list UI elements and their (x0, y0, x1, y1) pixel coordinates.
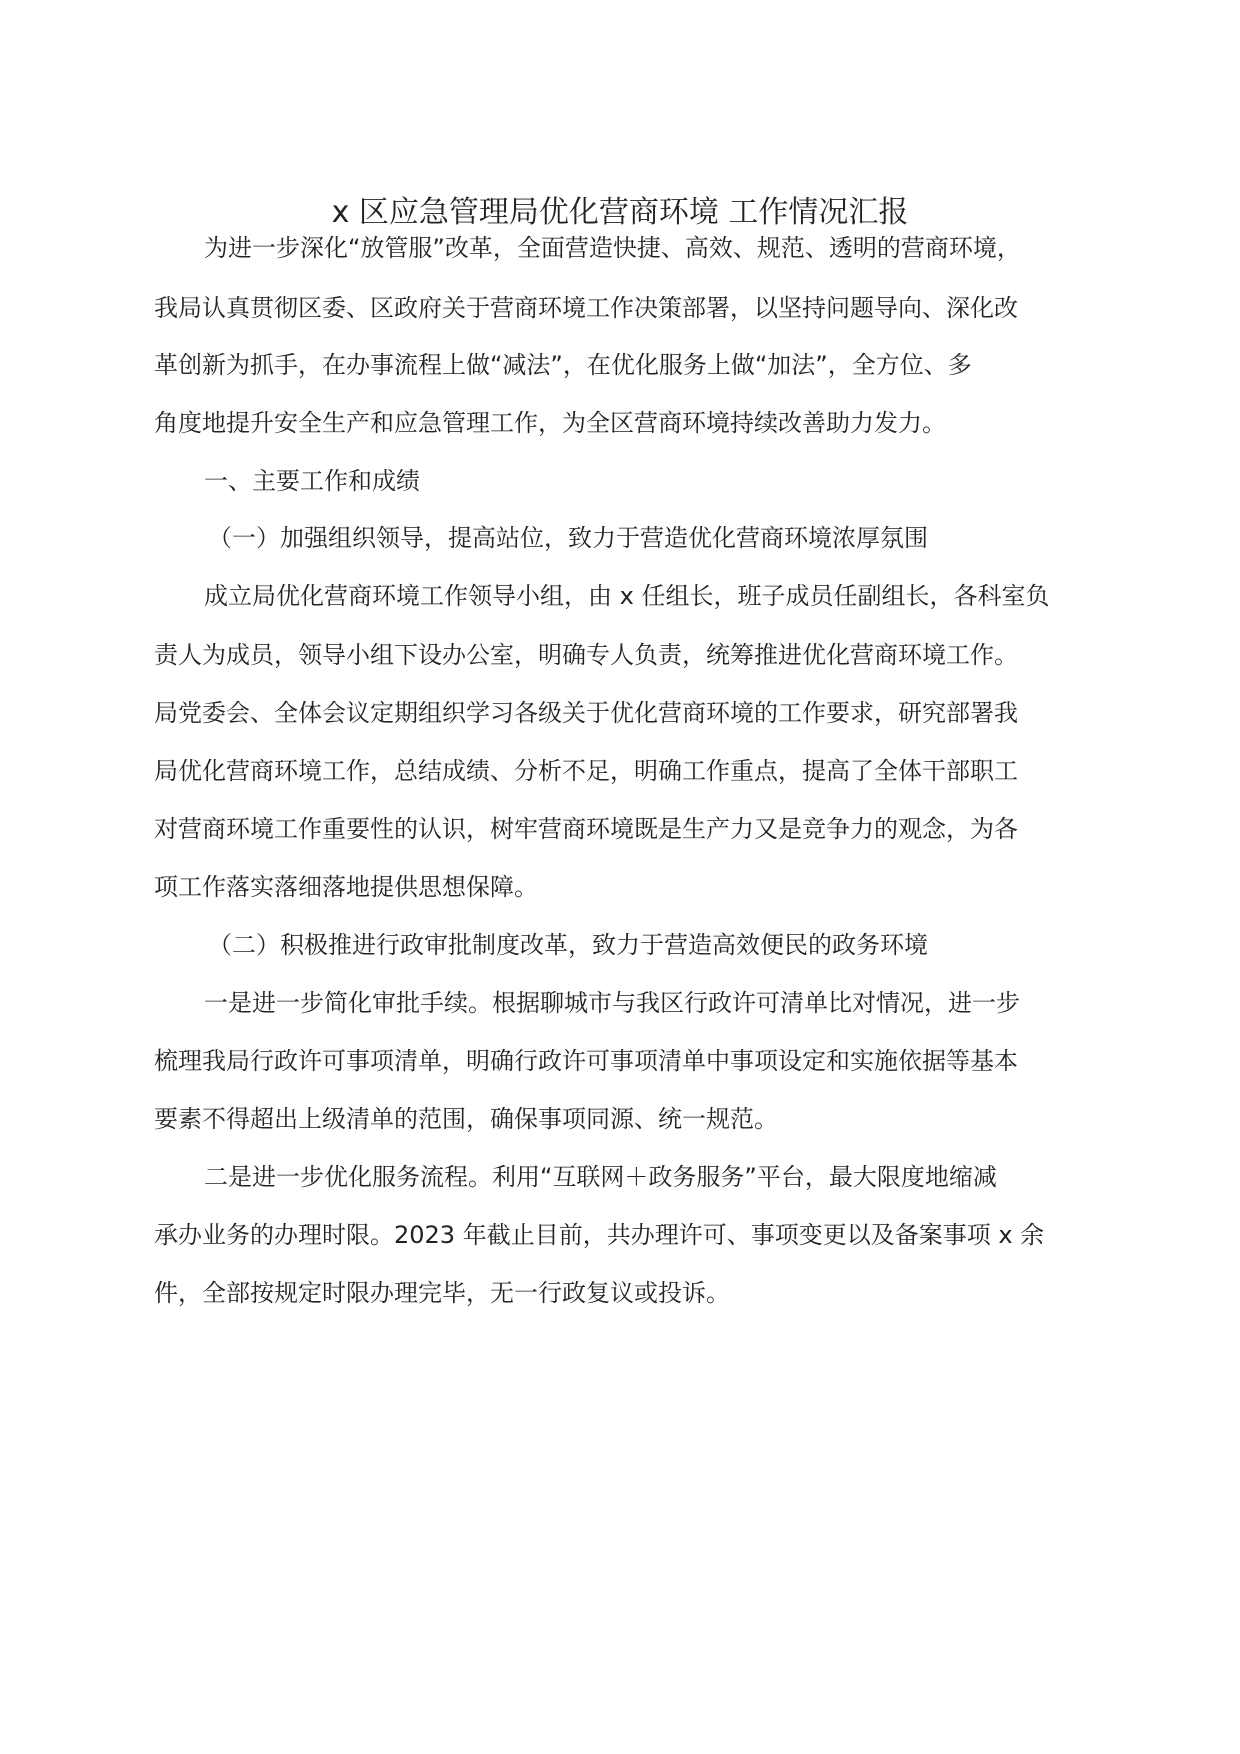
paragraph-line: 一是进一步简化审批手续。根据聊城市与我区行政许可清单比对情况，进一步 (204, 989, 1020, 1017)
paragraph-line: 项工作落实落细落地提供思想保障。 (154, 873, 538, 901)
subsection-heading: （二）积极推进行政审批制度改革，致力于营造高效便民的政务环境 (208, 931, 928, 959)
document-title: x 区应急管理局优化营商环境 工作情况汇报 (331, 195, 909, 230)
paragraph-line: 我局认真贯彻区委、区政府关于营商环境工作决策部署，以坚持问题导向、深化改 (154, 294, 1018, 322)
paragraph-line: 成立局优化营商环境工作领导小组，由 x 任组长，班子成员任副组长，各科室负 (204, 582, 1050, 610)
subsection-heading: （一）加强组织领导，提高站位，致力于营造优化营商环境浓厚氛围 (208, 524, 928, 552)
paragraph-line: 梳理我局行政许可事项清单，明确行政许可事项清单中事项设定和实施依据等基本 (154, 1047, 1018, 1075)
paragraph-line: 件，全部按规定时限办理完毕，无一行政复议或投诉。 (154, 1279, 730, 1307)
section-heading: 一、主要工作和成绩 (204, 467, 420, 495)
paragraph-line: 角度地提升安全生产和应急管理工作，为全区营商环境持续改善助力发力。 (154, 409, 946, 437)
paragraph-line: 承办业务的办理时限。2023 年截止目前，共办理许可、事项变更以及备案事项 x 余 (154, 1221, 1045, 1249)
paragraph-line: 为进一步深化“放管服”改革，全面营造快捷、高效、规范、透明的营商环境， (204, 234, 1021, 262)
paragraph-line: 局优化营商环境工作，总结成绩、分析不足，明确工作重点，提高了全体干部职工 (154, 757, 1018, 785)
paragraph-line: 对营商环境工作重要性的认识，树牢营商环境既是生产力又是竞争力的观念，为各 (154, 815, 1018, 843)
paragraph-line: 要素不得超出上级清单的范围，确保事项同源、统一规范。 (154, 1105, 778, 1133)
paragraph-line: 革创新为抓手，在办事流程上做“减法”，在优化服务上做“加法”，全方位、多 (154, 351, 972, 379)
paragraph-line: 责人为成员，领导小组下设办公室，明确专人负责，统筹推进优化营商环境工作。 (154, 641, 1018, 669)
paragraph-line: 局党委会、全体会议定期组织学习各级关于优化营商环境的工作要求，研究部署我 (154, 699, 1018, 727)
paragraph-line: 二是进一步优化服务流程。利用“互联网＋政务服务”平台，最大限度地缩减 (204, 1163, 997, 1191)
